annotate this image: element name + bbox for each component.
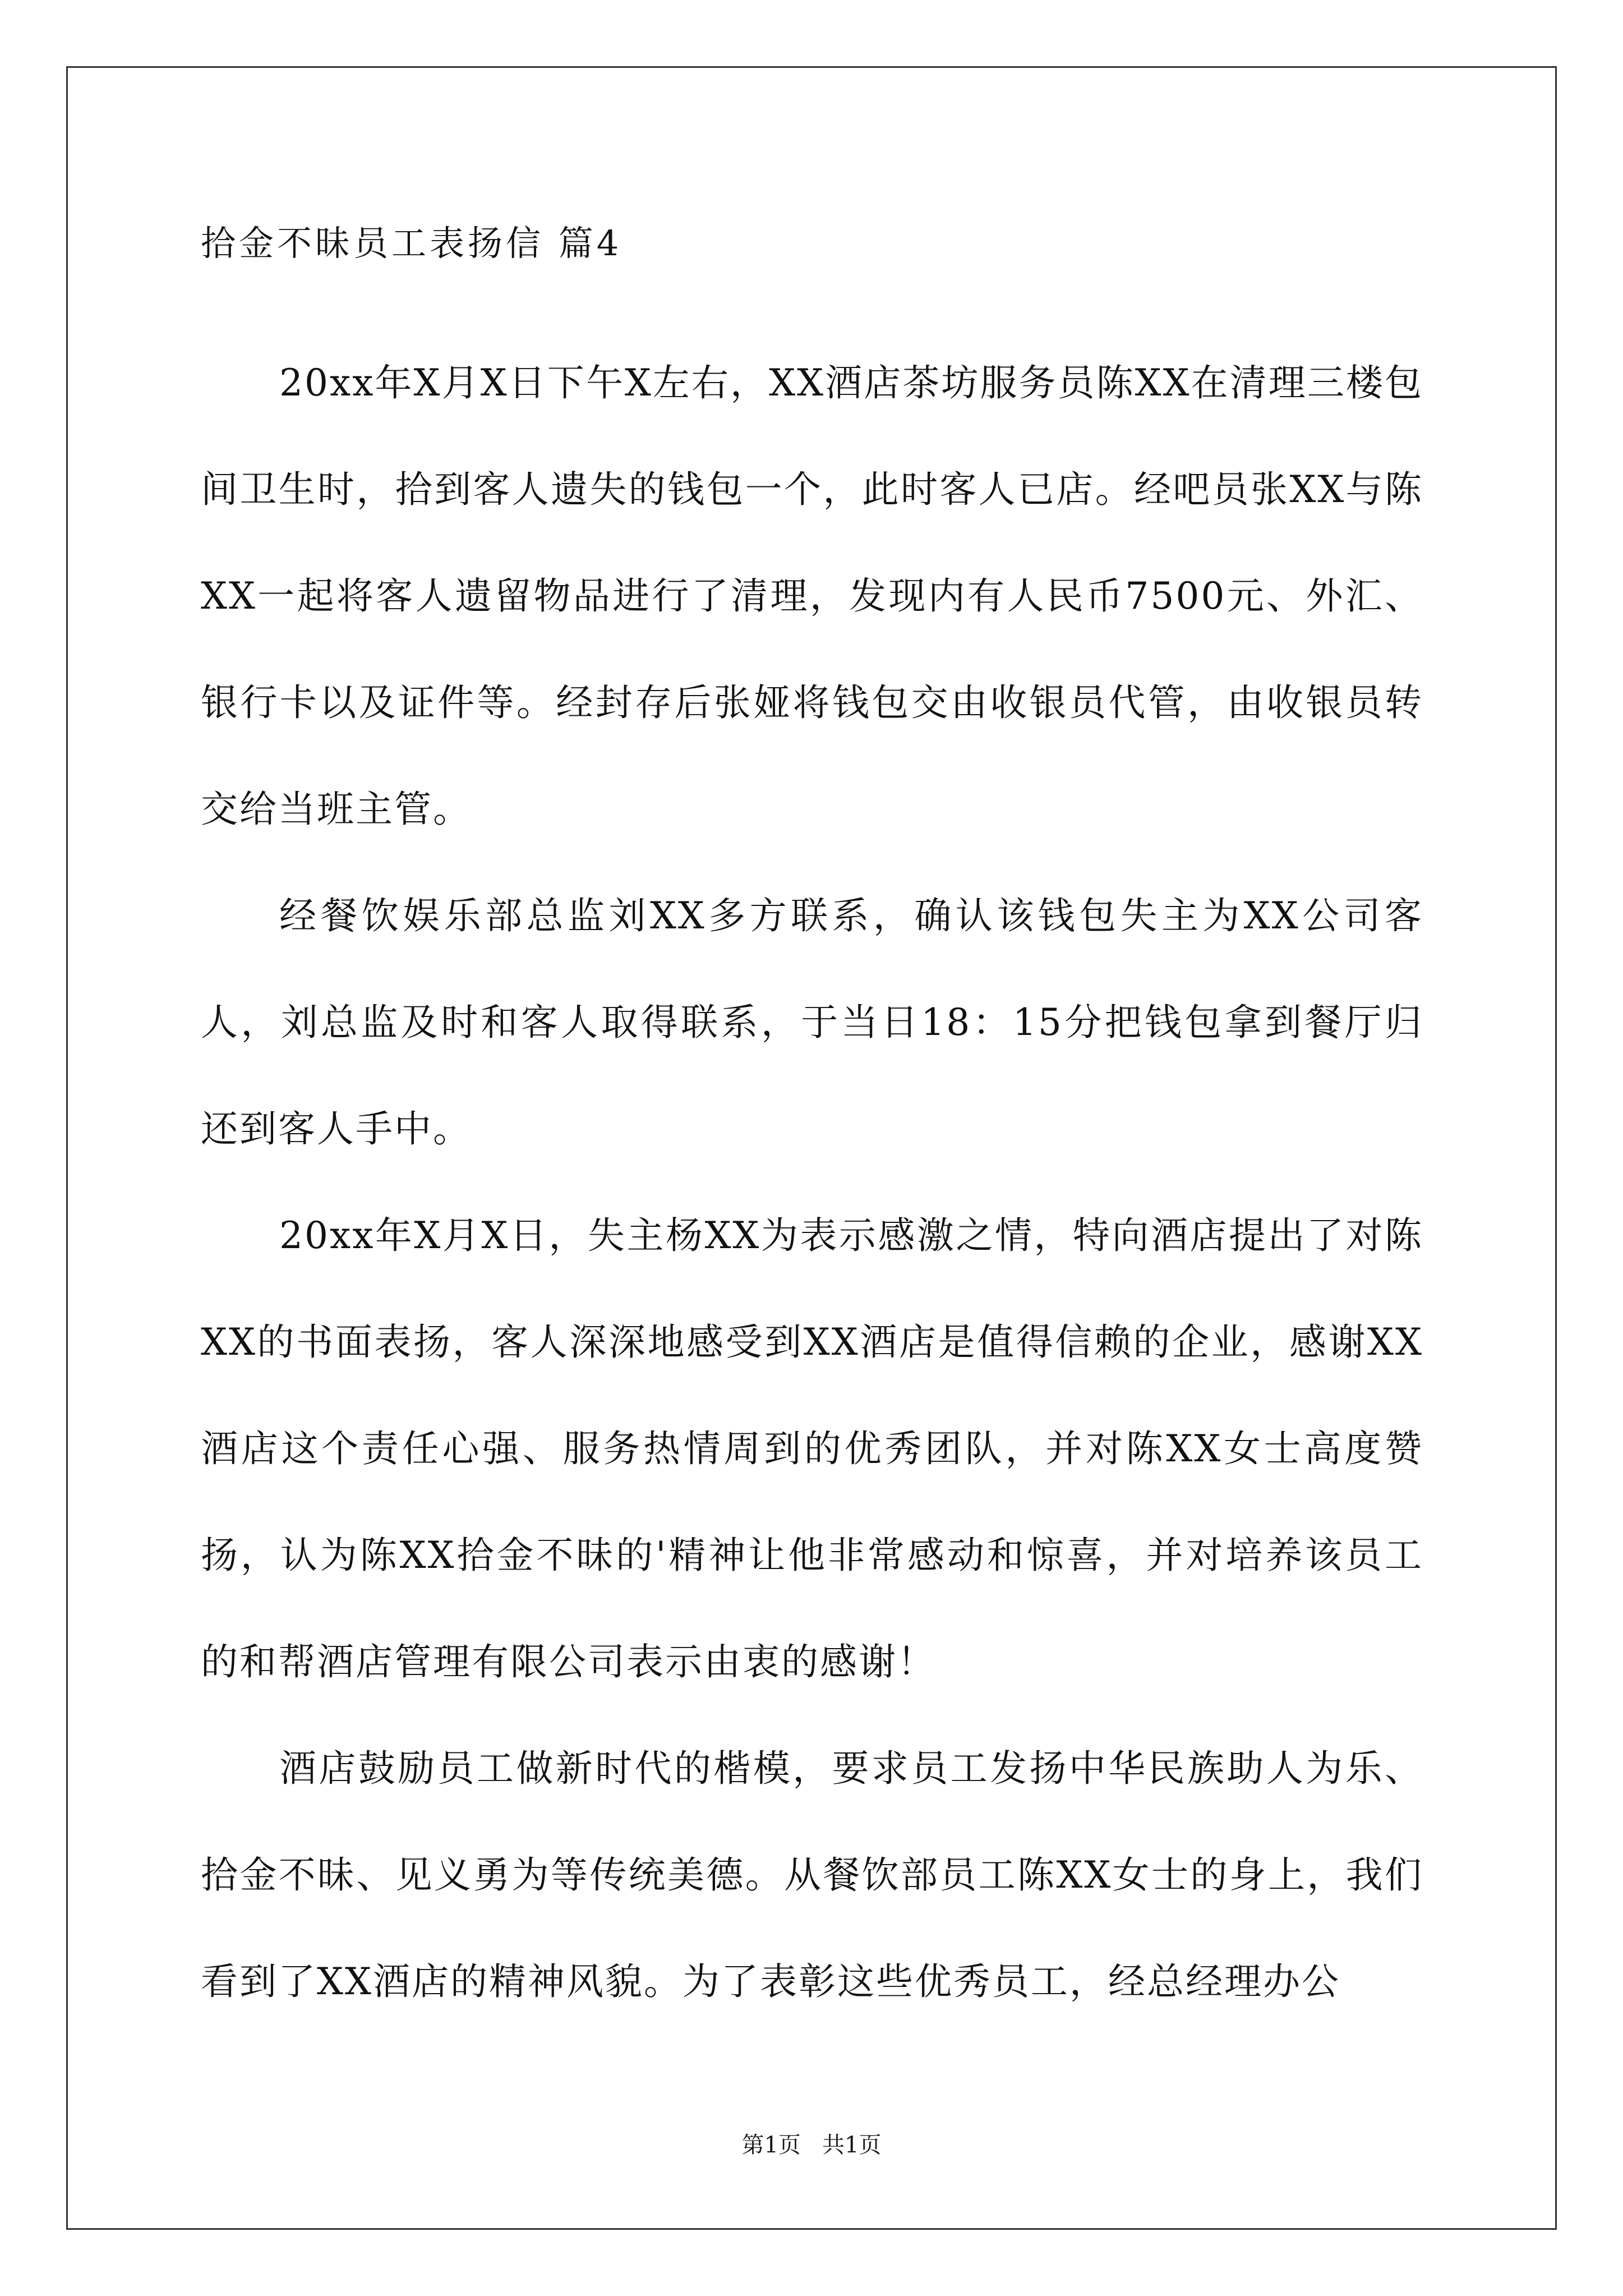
page-number-footer: 第1页 共1页 [741, 2132, 882, 2158]
paragraph-3 [201, 1182, 1423, 1715]
paragraph-1 [201, 330, 1423, 863]
paragraph-text: 20xx年X月X日下午X左右，XX酒店茶坊服务员陈XX在清理三楼包间卫生时，拾到客人遗失的钱包一个，此时客人已店。经吧员张XX与陈XX一起将客人遗留物品进行了清理，发现内有人民币7500元、外汇、银行卡以及证件等。经封存后张娅将钱包交由收银员代管，由收银员转交给当班主管。 [201, 361, 1423, 831]
paragraph-text: 酒店鼓励员工做新时代的楷模，要求员工发扬中华民族助人为乐、拾金不昧、见义勇为等传统美德。从餐饮部员工陈XX女士的身上，我们看到了XX酒店的精神风貌。为了表彰这些优秀员工，经总经理办公 [201, 1747, 1423, 2003]
document-title: 拾金不昧员工表扬信 篇4 [201, 223, 623, 264]
paragraph-2 [201, 863, 1423, 1182]
paragraph-text: 经餐饮娱乐部总监刘XX多方联系，确认该钱包失主为XX公司客人，刘总监及时和客人取得联系，于当日18：15分把钱包拿到餐厅归还到客人手中。 [201, 894, 1423, 1151]
document-body [201, 224, 1423, 2035]
paragraph-4 [201, 1715, 1423, 2035]
paragraph-text: 20xx年X月X日，失主杨XX为表示感激之情，特向酒店提出了对陈XX的书面表扬，客人深深地感受到XX酒店是值得信赖的企业，感谢XX酒店这个责任心强、服务热情周到的优秀团队，并对陈XX女士高度赞扬，认为陈XX拾金不昧的'精神让他非常感动和惊喜，并对培养该员工的和帮酒店管理有限公司表示由衷的感谢！ [201, 1214, 1423, 1683]
